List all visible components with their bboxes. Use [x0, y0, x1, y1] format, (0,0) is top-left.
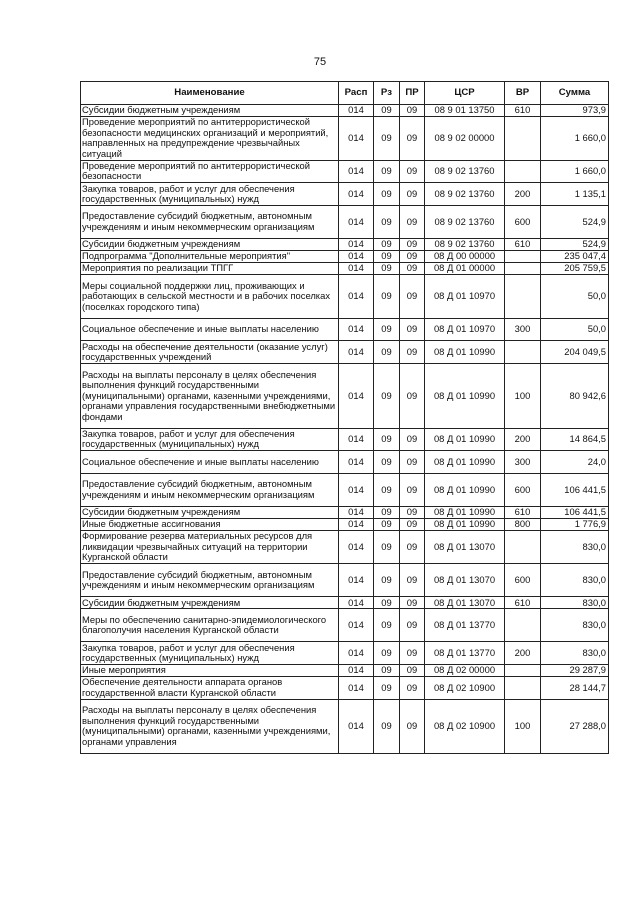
cell-csr: 08 Д 01 10990: [425, 341, 505, 364]
cell-sum: 1 135,1: [541, 183, 609, 206]
cell-vr: [505, 677, 541, 700]
cell-pr: 09: [400, 263, 425, 275]
cell-rz: 09: [374, 318, 400, 341]
cell-csr: 08 9 02 00000: [425, 117, 505, 161]
cell-csr: 08 9 02 13760: [425, 238, 505, 250]
cell-csr: 08 Д 00 00000: [425, 251, 505, 263]
table-row: [81, 642, 609, 665]
cell-csr: 08 Д 01 13770: [425, 609, 505, 642]
cell-rasp: 014: [339, 205, 374, 238]
cell-rz: 09: [374, 428, 400, 451]
table-body: [81, 105, 609, 754]
cell-rz: 09: [374, 665, 400, 677]
cell-vr: [505, 160, 541, 183]
cell-vr: [505, 263, 541, 275]
cell-name: Предоставление субсидий бюджетным, автономным учреждениям и иным некоммерческим организациям: [81, 205, 339, 238]
cell-rasp: 014: [339, 105, 374, 117]
cell-vr: 610: [505, 105, 541, 117]
cell-name: Субсидии бюджетным учреждениям: [81, 238, 339, 250]
budget-table: [80, 81, 609, 754]
cell-csr: 08 Д 01 13770: [425, 642, 505, 665]
cell-rasp: 014: [339, 341, 374, 364]
cell-rasp: 014: [339, 251, 374, 263]
cell-rz: 09: [374, 451, 400, 474]
cell-csr: 08 Д 01 13070: [425, 564, 505, 597]
cell-sum: 1 660,0: [541, 117, 609, 161]
cell-vr: 300: [505, 318, 541, 341]
cell-pr: 09: [400, 251, 425, 263]
cell-csr: 08 Д 01 10990: [425, 473, 505, 506]
cell-pr: 09: [400, 597, 425, 609]
cell-vr: 100: [505, 699, 541, 753]
cell-vr: [505, 341, 541, 364]
table-row: [81, 531, 609, 564]
cell-rasp: 014: [339, 597, 374, 609]
cell-rasp: 014: [339, 665, 374, 677]
table-row: [81, 183, 609, 206]
header-rz: Рз: [374, 82, 400, 105]
cell-name: Меры социальной поддержки лиц, проживающих и работающих в сельской местности и в рабочих поселках (поселках городского типа): [81, 275, 339, 319]
cell-vr: [505, 609, 541, 642]
cell-rz: 09: [374, 564, 400, 597]
cell-pr: 09: [400, 665, 425, 677]
table-row: [81, 519, 609, 531]
cell-rasp: 014: [339, 473, 374, 506]
cell-rasp: 014: [339, 117, 374, 161]
cell-sum: 205 759,5: [541, 263, 609, 275]
header-sum: Сумма: [541, 82, 609, 105]
cell-sum: 14 864,5: [541, 428, 609, 451]
cell-rasp: 014: [339, 263, 374, 275]
cell-pr: 09: [400, 531, 425, 564]
cell-pr: 09: [400, 105, 425, 117]
cell-rasp: 014: [339, 531, 374, 564]
cell-name: Проведение мероприятий по антитеррористической безопасности медицинских организаций и мероприятий, направленных на предупреждение чрезвычайных ситуаций: [81, 117, 339, 161]
cell-name: Меры по обеспечению санитарно-эпидемиологического благополучия населения Курганской области: [81, 609, 339, 642]
cell-sum: 830,0: [541, 564, 609, 597]
table-row: [81, 105, 609, 117]
cell-rz: 09: [374, 263, 400, 275]
cell-sum: 973,9: [541, 105, 609, 117]
table-row: [81, 506, 609, 518]
cell-name: Социальное обеспечение и иные выплаты населению: [81, 451, 339, 474]
header-pr: ПР: [400, 82, 425, 105]
cell-pr: 09: [400, 238, 425, 250]
cell-rz: 09: [374, 205, 400, 238]
cell-vr: 610: [505, 506, 541, 518]
cell-rasp: 014: [339, 642, 374, 665]
cell-rasp: 014: [339, 699, 374, 753]
page-number: 75: [313, 56, 327, 68]
cell-csr: 08 Д 01 10990: [425, 519, 505, 531]
cell-pr: 09: [400, 183, 425, 206]
cell-sum: 50,0: [541, 318, 609, 341]
cell-rz: 09: [374, 597, 400, 609]
cell-sum: 1 776,9: [541, 519, 609, 531]
table-row: [81, 251, 609, 263]
table-row: [81, 205, 609, 238]
table-row: [81, 341, 609, 364]
table-row: [81, 263, 609, 275]
cell-sum: 235 047,4: [541, 251, 609, 263]
cell-rz: 09: [374, 251, 400, 263]
cell-sum: 830,0: [541, 642, 609, 665]
cell-sum: 28 144,7: [541, 677, 609, 700]
cell-csr: 08 Д 01 10990: [425, 428, 505, 451]
table-row: [81, 597, 609, 609]
cell-rasp: 014: [339, 519, 374, 531]
cell-rasp: 014: [339, 318, 374, 341]
cell-pr: 09: [400, 428, 425, 451]
cell-csr: 08 Д 01 10990: [425, 451, 505, 474]
table-row: [81, 318, 609, 341]
table-header-row: [81, 82, 609, 105]
cell-csr: 08 9 02 13760: [425, 205, 505, 238]
cell-pr: 09: [400, 160, 425, 183]
cell-name: Субсидии бюджетным учреждениям: [81, 105, 339, 117]
cell-rz: 09: [374, 506, 400, 518]
cell-rz: 09: [374, 275, 400, 319]
header-vr: ВР: [505, 82, 541, 105]
cell-pr: 09: [400, 564, 425, 597]
cell-sum: 524,9: [541, 205, 609, 238]
cell-pr: 09: [400, 275, 425, 319]
cell-sum: 1 660,0: [541, 160, 609, 183]
cell-sum: 106 441,5: [541, 506, 609, 518]
cell-name: Субсидии бюджетным учреждениям: [81, 506, 339, 518]
table-row: [81, 160, 609, 183]
cell-name: Расходы на выплаты персоналу в целях обеспечения выполнения функций государственными (муниципальными) органами, казенными учреждениями, органами управления: [81, 699, 339, 753]
cell-rz: 09: [374, 531, 400, 564]
cell-name: Проведение мероприятий по антитеррористической безопасности: [81, 160, 339, 183]
table-row: [81, 677, 609, 700]
cell-sum: 29 287,9: [541, 665, 609, 677]
cell-pr: 09: [400, 506, 425, 518]
cell-csr: 08 Д 02 10900: [425, 699, 505, 753]
cell-rz: 09: [374, 105, 400, 117]
cell-vr: 600: [505, 473, 541, 506]
table-row: [81, 564, 609, 597]
table-row: [81, 699, 609, 753]
cell-sum: 27 288,0: [541, 699, 609, 753]
table-row: [81, 238, 609, 250]
cell-rasp: 014: [339, 677, 374, 700]
cell-rasp: 014: [339, 183, 374, 206]
table-row: [81, 428, 609, 451]
table-row: [81, 451, 609, 474]
cell-csr: 08 9 02 13760: [425, 183, 505, 206]
cell-name: Подпрограмма "Дополнительные мероприятия": [81, 251, 339, 263]
cell-name: Закупка товаров, работ и услуг для обеспечения государственных (муниципальных) нужд: [81, 183, 339, 206]
cell-sum: 524,9: [541, 238, 609, 250]
cell-name: Иные бюджетные ассигнования: [81, 519, 339, 531]
cell-csr: 08 Д 01 10970: [425, 318, 505, 341]
cell-rz: 09: [374, 183, 400, 206]
table-row: [81, 609, 609, 642]
cell-csr: 08 Д 02 10900: [425, 677, 505, 700]
cell-vr: [505, 117, 541, 161]
cell-rasp: 014: [339, 364, 374, 429]
cell-pr: 09: [400, 205, 425, 238]
cell-sum: 106 441,5: [541, 473, 609, 506]
cell-rz: 09: [374, 473, 400, 506]
cell-pr: 09: [400, 117, 425, 161]
table-row: [81, 665, 609, 677]
cell-name: Предоставление субсидий бюджетным, автономным учреждениям и иным некоммерческим организациям: [81, 473, 339, 506]
cell-csr: 08 9 01 13750: [425, 105, 505, 117]
header-rasp: Расп: [339, 82, 374, 105]
cell-vr: 800: [505, 519, 541, 531]
cell-name: Расходы на выплаты персоналу в целях обеспечения выполнения функций государственными (муниципальными) органами, казенными учреждениями, органами управления государственными внебюджетными фондами: [81, 364, 339, 429]
cell-name: Закупка товаров, работ и услуг для обеспечения государственных (муниципальных) нужд: [81, 428, 339, 451]
cell-rz: 09: [374, 609, 400, 642]
cell-vr: 610: [505, 238, 541, 250]
cell-sum: 50,0: [541, 275, 609, 319]
cell-vr: 100: [505, 364, 541, 429]
cell-vr: 610: [505, 597, 541, 609]
cell-vr: 200: [505, 428, 541, 451]
cell-rz: 09: [374, 160, 400, 183]
cell-rz: 09: [374, 341, 400, 364]
cell-csr: 08 Д 01 10970: [425, 275, 505, 319]
cell-vr: [505, 665, 541, 677]
cell-csr: 08 Д 02 00000: [425, 665, 505, 677]
cell-rasp: 014: [339, 238, 374, 250]
cell-csr: 08 9 02 13760: [425, 160, 505, 183]
cell-sum: 204 049,5: [541, 341, 609, 364]
cell-pr: 09: [400, 609, 425, 642]
cell-name: Расходы на обеспечение деятельности (оказание услуг) государственных учреждений: [81, 341, 339, 364]
cell-rz: 09: [374, 364, 400, 429]
cell-pr: 09: [400, 364, 425, 429]
cell-rz: 09: [374, 117, 400, 161]
table-row: [81, 364, 609, 429]
header-csr: ЦСР: [425, 82, 505, 105]
cell-pr: 09: [400, 451, 425, 474]
cell-rasp: 014: [339, 564, 374, 597]
cell-sum: 830,0: [541, 597, 609, 609]
cell-name: Субсидии бюджетным учреждениям: [81, 597, 339, 609]
cell-csr: 08 Д 01 00000: [425, 263, 505, 275]
cell-rasp: 014: [339, 428, 374, 451]
cell-vr: [505, 251, 541, 263]
cell-name: Предоставление субсидий бюджетным, автономным учреждениям и иным некоммерческим организациям: [81, 564, 339, 597]
cell-sum: 830,0: [541, 531, 609, 564]
cell-pr: 09: [400, 677, 425, 700]
cell-pr: 09: [400, 519, 425, 531]
cell-vr: 600: [505, 564, 541, 597]
cell-name: Мероприятия по реализации ТПГГ: [81, 263, 339, 275]
cell-csr: 08 Д 01 13070: [425, 597, 505, 609]
cell-rasp: 014: [339, 506, 374, 518]
cell-pr: 09: [400, 642, 425, 665]
cell-vr: [505, 275, 541, 319]
cell-rz: 09: [374, 642, 400, 665]
header-name: Наименование: [81, 82, 339, 105]
cell-csr: 08 Д 01 10990: [425, 364, 505, 429]
cell-vr: 200: [505, 183, 541, 206]
table-row: [81, 473, 609, 506]
cell-rasp: 014: [339, 451, 374, 474]
table-row: [81, 117, 609, 161]
cell-name: Закупка товаров, работ и услуг для обеспечения государственных (муниципальных) нужд: [81, 642, 339, 665]
cell-pr: 09: [400, 699, 425, 753]
cell-sum: 24,0: [541, 451, 609, 474]
cell-rasp: 014: [339, 609, 374, 642]
table-row: [81, 275, 609, 319]
cell-rz: 09: [374, 677, 400, 700]
cell-sum: 80 942,6: [541, 364, 609, 429]
cell-vr: 600: [505, 205, 541, 238]
cell-csr: 08 Д 01 10990: [425, 506, 505, 518]
cell-pr: 09: [400, 473, 425, 506]
cell-name: Обеспечение деятельности аппарата органов государственной власти Курганской области: [81, 677, 339, 700]
cell-rz: 09: [374, 238, 400, 250]
cell-pr: 09: [400, 318, 425, 341]
cell-rasp: 014: [339, 160, 374, 183]
cell-rasp: 014: [339, 275, 374, 319]
cell-rz: 09: [374, 699, 400, 753]
cell-name: Социальное обеспечение и иные выплаты населению: [81, 318, 339, 341]
cell-vr: [505, 531, 541, 564]
cell-sum: 830,0: [541, 609, 609, 642]
cell-name: Формирование резерва материальных ресурсов для ликвидации чрезвычайных ситуаций на территории Курганской области: [81, 531, 339, 564]
cell-vr: 200: [505, 642, 541, 665]
cell-name: Иные мероприятия: [81, 665, 339, 677]
cell-rz: 09: [374, 519, 400, 531]
cell-csr: 08 Д 01 13070: [425, 531, 505, 564]
cell-vr: 300: [505, 451, 541, 474]
cell-pr: 09: [400, 341, 425, 364]
